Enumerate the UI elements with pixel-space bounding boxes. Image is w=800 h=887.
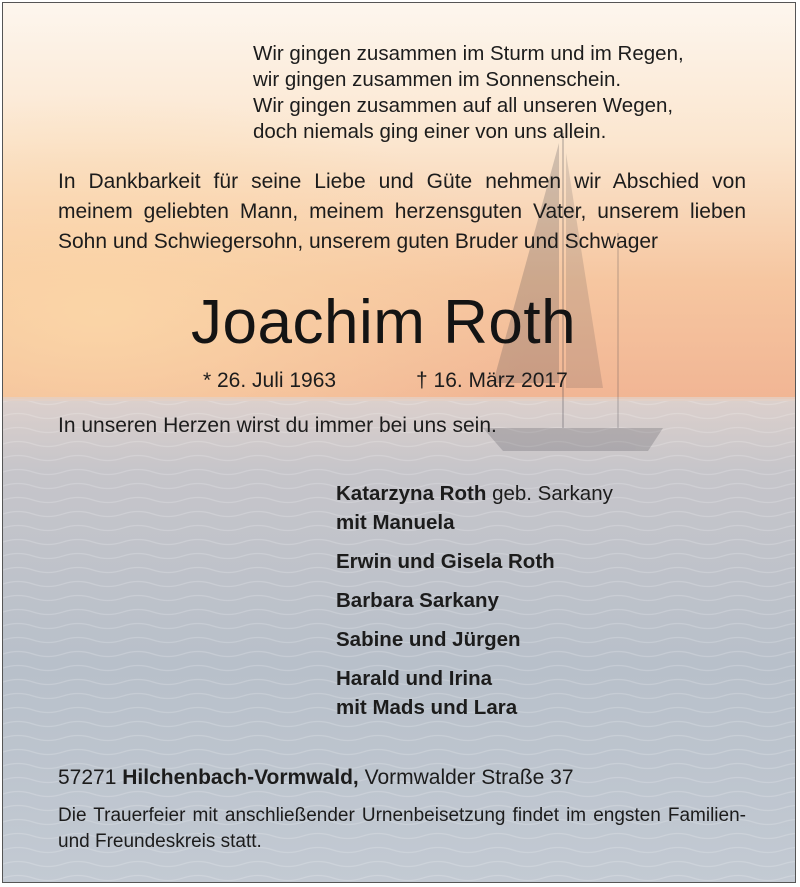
mourner-group [336, 664, 613, 722]
birth-date: * 26. Juli 1963 [203, 369, 337, 392]
motto: In unseren Herzen wirst du immer bei uns sein. [58, 414, 497, 437]
obituary-card [2, 2, 796, 883]
street: Vormwalder Straße 37 [364, 766, 574, 789]
poem-line: Wir gingen zusammen im Sturm und im Regen, [253, 42, 684, 65]
mourner-name: Erwin und Gisela Roth [336, 550, 555, 573]
mourner-group [336, 479, 613, 537]
mourner-name: mit Mads und Lara [336, 696, 518, 719]
death-date: † 16. März 2017 [416, 369, 568, 392]
mourner-name: Harald und Irina [336, 667, 493, 690]
poem-line: wir gingen zusammen im Sonnenschein. [253, 68, 622, 91]
intro-text: In Dankbarkeit für seine Liebe und Güte nehmen wir Abschied von meinem geliebten Mann, meinem herzensguten Vater, unserem lieben Sohn und Schwiegersohn, unserem guten Bruder und Schwager [58, 170, 746, 253]
mourner-name: Barbara Sarkany [336, 589, 499, 612]
town: Hilchenbach-Vormwald, [122, 766, 359, 789]
mourner-group [336, 625, 613, 654]
mourner-maiden-name: geb. Sarkany [492, 482, 613, 505]
mourner-name: mit Manuela [336, 511, 455, 534]
mourner-group [336, 547, 613, 576]
address [58, 763, 574, 793]
funeral-note: Die Trauerfeier mit anschließender Urnenbeisetzung findet im engsten Familien- und Freundeskreis statt. [58, 805, 746, 852]
mourner-name: Katarzyna Roth [336, 482, 487, 505]
mourners-list [336, 479, 613, 732]
poem-line: doch niemals ging einer von uns allein. [253, 120, 607, 143]
deceased-name: Joachim Roth [191, 288, 577, 357]
poem [253, 41, 684, 145]
mourner-group [336, 586, 613, 615]
postal-code: 57271 [58, 766, 117, 789]
poem-line: Wir gingen zusammen auf all unseren Wegen, [253, 94, 674, 117]
mourner-name: Sabine und Jürgen [336, 628, 521, 651]
